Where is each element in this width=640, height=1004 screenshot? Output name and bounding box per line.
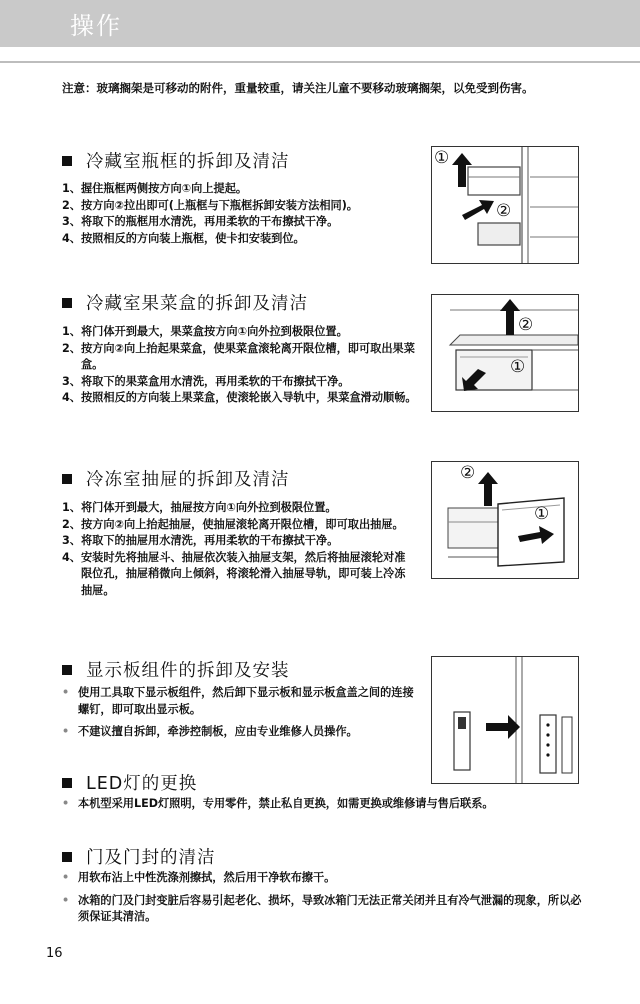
direction-label-1: ① [534,504,550,524]
bullet-item: • 冰箱的门及门封变脏后容易引起老化、损坏，导致冰箱门无法正常关闭并且有冷气泄漏的现象，所以必须保证其清洁。 [62,893,582,923]
bullets-display-board [62,685,420,747]
section-title: 门及门封的清洁 [86,848,216,868]
bullet-square-icon [62,665,72,675]
step-item: 3、 将取下的瓶框用水清洗，再用柔软的干布擦拭干净。 [62,215,339,228]
bullets-door-seal [62,870,582,932]
bullet-item: • 本机型采用LED灯照明，专用零件，禁止私自更换，如需更换或维修请与售后联系。 [62,797,494,810]
section-title: 冷冻室抽屉的拆卸及清洁 [86,470,290,490]
steps-freezer-drawer [62,500,412,599]
section-heading-led [62,770,197,795]
bullet-square-icon [62,474,72,484]
step-item: 4、 安装时先将抽屉斗、抽屉依次装入抽屉支架，然后将抽屉滚轮对准限位孔，抽屉稍微向上倾斜，将滚轮滑入抽屉导轨，即可装上冷冻抽屉。 [62,550,406,597]
bullets-led [62,796,592,819]
direction-label-1: ① [510,357,526,377]
step-item: 2、 按方向②向上抬起果菜盒，使果菜盒滚轮离开限位槽，即可取出果菜盒。 [62,341,415,371]
steps-crisper [62,324,418,407]
section-heading-crisper [62,290,308,315]
bullet-item: • 使用工具取下显示板组件，然后卸下显示板和显示板盒盖之间的连接螺钉，即可取出显示板。 [62,686,414,716]
step-item: 3、 将取下的抽屉用水清洗，再用柔软的干布擦拭干净。 [62,534,339,547]
section-heading-freezer-drawer [62,466,290,491]
step-item: 1、 将门体开到最大，果菜盒按方向①向外拉到极限位置。 [62,325,348,338]
figure-display-board [431,656,579,784]
direction-label-2: ② [460,463,476,483]
step-item: 1、 握住瓶框两侧按方向①向上提起。 [62,182,248,195]
step-item: 1、 将门体开到最大，抽屉按方向①向外拉到极限位置。 [62,501,337,514]
section-title: 冷藏室果菜盒的拆卸及清洁 [86,294,308,314]
direction-label-1: ① [434,148,450,168]
section-heading-display-board [62,657,290,682]
step-item: 2、 按方向②向上抬起抽屉，使抽屉滚轮离开限位槽，即可取出抽屉。 [62,517,404,531]
section-title: LED灯的更换 [86,774,198,794]
bullet-square-icon [62,156,72,166]
bullet-square-icon [62,778,72,788]
page-title: 操作 [70,12,122,40]
step-item: 4、 按照相反的方向装上果菜盒，使滚轮嵌入导轨中，果菜盒滑动顺畅。 [62,391,417,404]
figure-freezer-drawer [431,461,579,579]
bullet-square-icon [62,298,72,308]
header-bar [0,0,640,47]
page-number: 16 [46,946,63,961]
step-item: 3、 将取下的果菜盒用水清洗，再用柔软的干布擦拭干净。 [62,374,350,388]
steps-bottle-rack [62,181,422,247]
section-title: 冷藏室瓶框的拆卸及清洁 [86,152,290,172]
section-title: 显示板组件的拆卸及安装 [86,661,290,681]
bullet-item: • 不建议擅自拆卸，牵涉控制板，应由专业维修人员操作。 [62,725,358,738]
step-item: 4、 按照相反的方向装上瓶框，使卡扣安装到位。 [62,231,305,245]
section-heading-door-seal [62,844,216,869]
step-item: 2、 按方向②拉出即可(上瓶框与下瓶框拆卸安装方法相同)。 [62,198,358,212]
bullet-square-icon [62,852,72,862]
direction-label-2: ② [518,315,534,335]
bullet-item: • 用软布沾上中性洗涤剂擦拭，然后用干净软布擦干。 [62,871,336,884]
figure-crisper [431,294,579,412]
figure-bottle-rack [431,146,579,264]
header-divider [0,61,640,63]
safety-note: 注意：玻璃搁架是可移动的附件，重量较重，请关注儿童不要移动玻璃搁架，以免受到伤害。 [62,81,534,95]
section-heading-bottle-rack [62,148,290,173]
direction-label-2: ② [496,201,512,221]
